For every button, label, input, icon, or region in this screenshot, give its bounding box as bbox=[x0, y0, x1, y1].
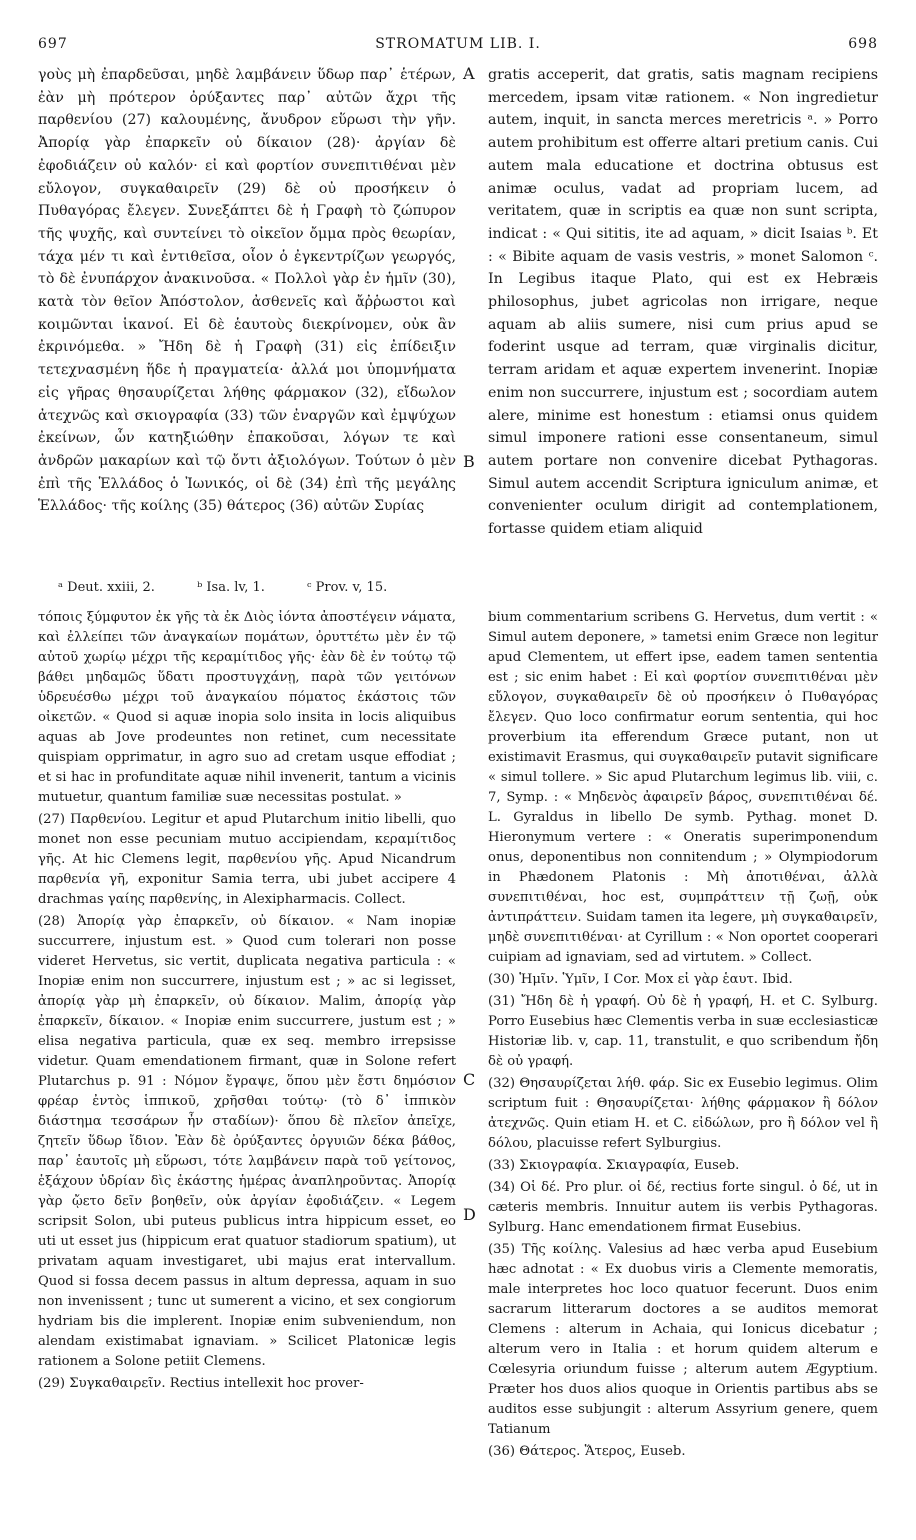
section-marker-a: A bbox=[463, 64, 475, 83]
note-paragraph: (35) Τῆς κοίλης. Valesius ad hæc verba apud Eusebium hæc adnotat : « Ex duobus viris a Clemente memoratis, male interpretes hoc loco quatuor fecerunt. Duos enim sacrarum litterarum doctores a se auditos memorat Clemens : alterum in Achaia, qui Ionicus dicebatur ; alterum vero in Italia : et horum quidem alterum e Cœlesyria oriundum fuisse ; alterum autem Ægyptium. Præter hos duos alios quoque in Orientis partibus abs se auditos esse subjungit : alterum Assyrium genere, quem Tatianum bbox=[488, 1242, 878, 1437]
note-paragraph: (31) Ἤδη δὲ ἡ γραφή. Οὐ δὲ ἡ γραφή, H. et C. Sylburg. Porro Eusebius hæc Clementis verba in suæ ecclesiasticæ Historiæ lib. v, cap. 11, transtulit, e quo scribendum ἤδη δὲ οὐ γραφή. bbox=[488, 994, 878, 1069]
page-number-left: 697 bbox=[38, 36, 68, 52]
section-marker-c: C bbox=[463, 1070, 476, 1089]
notes-left-column bbox=[38, 608, 456, 1533]
note-paragraph: τόποις ξύμφυτον ἐκ γῆς τὰ ἐκ Διὸς ἰόντα ἀποστέγειν νάματα, καὶ ἐλλείπει τῶν ἀναγκαίων πομάτων, ὀρυττέτω μὲν ἐν τῷ αὐτοῦ χωρίῳ μέχρι τῆς κεραμίτιδος γῆς· ἐὰν δὲ ἐν τούτῳ τῷ βάθει μηδαμῶς ὕδατι προστυγχάνῃ, παρὰ τῶν γειτόνων ὑδρευέσθω μέχρι τοῦ ἀναγκαίου πόματος ἑκάστοις τῶν οἰκετῶν. « Quod si aquæ inopia solo insita in locis aliquibus aquas ab Jove prodeuntes non retinet, cum necessitate quispiam opprimatur, in agro suo ad cretam usque effodiat ; et si hac in profunditate aquæ nihil invenerit, tantum a vicinis mutuetur, quantum familiæ suæ necessitas postulat. » bbox=[38, 610, 456, 805]
note-paragraph: (27) Παρθενίου. Legitur et apud Plutarchum initio libelli, quo monet non esse pecuniam mutuo accipiendam, κεραμίτιδος γῆς. At hic Clemens legit, παρθενίου γῆς. Apud Nicandrum παρθενία γῆ, exponitur Samia terra, ubi jubet accipere 4 drachmas γαίης παρθενίης, in Alexipharmacis. Collect. bbox=[38, 812, 456, 907]
note-paragraph: (32) Θησαυρίζεται λήθ. φάρ. Sic ex Eusebio legimus. Olim scriptum fuit : Θησαυρίζεται· λήθης φάρμακον ἢ δόλον ἀτεχνῶς. Quin etiam H. et C. εἰδώλων, pro ἢ δόλον vel ἢ δόλου, placuisse refert Sylburgius. bbox=[488, 1076, 878, 1151]
scripture-footnotes bbox=[58, 580, 878, 595]
note-paragraph: (29) Συγκαθαιρεῖν. Rectius intellexit hoc prover- bbox=[38, 1376, 364, 1391]
section-marker-b: B bbox=[463, 452, 475, 471]
greek-text-column: γοὺς μὴ ἐπαρδεῦσαι, μηδὲ λαμβάνειν ὕδωρ παρ᾽ ἑτέρων, ἐὰν μὴ πρότερον ὀρύξαντες παρ᾽ αὐτῶν ἄχρι τῆς παρθενίου (27) καλουμένης, ἄνυδρον εὕρωσι τὴν γῆν. Ἀπορίᾳ γὰρ ἐπαρκεῖν οὐ δίκαιον (28)· ἀργίαν δὲ ἐφοδιάζειν οὐ καλόν· εἰ καὶ φορτίον συνεπιτιθέναι μὲν εὔλογον, συγκαθαιρεῖν (29) δὲ οὐ προσήκειν ὁ Πυθαγόρας ἔλεγεν. Συνεξάπτει δὲ ἡ Γραφὴ τὸ ζώπυρον τῆς ψυχῆς, καὶ συντείνει τὸ οἰκεῖον ὄμμα πρὸς θεωρίαν, τάχα μέν τι καὶ ἐντιθεῖσα, οἷον ὁ ἐγκεντρίζων γεωργός, τὸ δὲ ἐνυπάρχον ἀνακινοῦσα. « Πολλοὶ γὰρ ἐν ἡμῖν (30), κατὰ τὸν θεῖον Ἀπόστολον, ἀσθενεῖς καὶ ἄῤῥωστοι καὶ κοιμῶνται ἱκανοί. Εἰ δὲ ἑαυτοὺς διεκρίνομεν, οὐκ ἂν ἐκρινόμεθα. » Ἤδη δὲ ἡ Γραφὴ (31) εἰς ἐπίδειξιν τετεχνασμένη ἥδε ἡ πραγματεία· ἀλλά μοι ὑπομνήματα εἰς γῆρας θησαυρίζεται λήθης φάρμακον (32), εἴδωλον ἀτεχνῶς καὶ σκιογραφία (33) τῶν ἐναργῶν καὶ ἐμψύχων ἐκείνων, ὧν κατηξιώθην ἐπακοῦσαι, λόγων τε καὶ ἀνδρῶν μακαρίων καὶ τῷ ὄντι ἀξιολόγων. Τούτων ὁ μὲν ἐπὶ τῆς Ἑλλάδος ὁ Ἰωνικός, οἱ δὲ (34) ἐπὶ τῆς μεγάλης Ἑλλάδος· τῆς κοίλης (35) θάτερος (36) αὐτῶν Συρίας bbox=[38, 67, 456, 515]
running-header bbox=[38, 36, 878, 58]
page-title: STROMATUM LIB. I. bbox=[375, 36, 541, 52]
footnote: ᶜ Prov. v, 15. bbox=[307, 580, 388, 595]
note-paragraph: (33) Σκιογραφία. Σκιαγραφία, Euseb. bbox=[488, 1158, 740, 1173]
note-paragraph: (28) Ἀπορίᾳ γὰρ ἐπαρκεῖν, οὐ δίκαιον. « Nam inopiæ succurrere, injustum est. » Quod cum tolerari non posse videret Hervetus, sic vertit, duplicata negativa particula : « Inopiæ enim non succurrere, injustum est ; » ac si legisset, ἀπορίᾳ γὰρ μὴ ἐπαρκεῖν, οὐ δίκαιον. Malim, ἀπορίᾳ γὰρ ἐπαρκεῖν, δίκαιον. « Inopiæ enim succurrere, justum est ; » elisa negativa particula, quæ ex seq. membro irrepsisse videtur. Quam emendationem firmant, quæ in Solone refert Plutarchus p. 91 : Νόμον ἔγραψε, ὅπου μὲν ἔστι δημόσιον φρέαρ ἐντὸς ἱππικοῦ, χρῆσθαι τούτῳ· (τὸ δ᾽ ἱππικὸν διάστημα τεσσάρων ἦν σταδίων)· ὅπου δὲ πλεῖον ἀπεῖχε, ζητεῖν ὕδωρ ἴδιον. Ἐὰν δὲ ὀρύξαντες ὀργυιῶν δέκα βάθος, παρ᾽ ἑαυτοῖς μὴ εὕρωσι, τότε λαμβάνειν παρὰ τοῦ γείτονος, ἑξάχουν ὑδρίαν δὶς ἑκάστης ἡμέρας ἀναπληροῦντας. Ἀπορίᾳ γὰρ ᾤετο δεῖν βοηθεῖν, οὐκ ἀργίαν ἐφοδιάζειν. « Legem scripsit Solon, ubi puteus publicus intra hippicum esset, eo uti ut esset jus (hippicum erat quatuor stadiorum spatium), ut privatam aquam investigaret, ubi majus erat intervallum. Quod si fossa decem passus in altum depressa, aquam in suo non invenissent ; tunc ut sumerent a vicino, et sex congiorum hydriam bis die implerent. Inopiæ enim subveniendum, non alendam existimabat ignaviam. » Scilicet Platonicæ legis rationem a Solone petiit Clemens. bbox=[38, 914, 456, 1369]
page-number-right: 698 bbox=[848, 36, 878, 52]
notes-right-column bbox=[488, 608, 878, 1533]
note-paragraph: bium commentarium scribens G. Hervetus, dum vertit : « Simul autem deponere, » tametsi enim Græce non legitur apud Clementem, ut effert ipse, eadem tamen sententia est ; sic enim habet : Εἰ καὶ φορτίον συνεπιτιθέναι μὲν εὔλογον, συγκαθαιρεῖν δὲ οὐ προσήκειν ὁ Πυθαγόρας ἔλεγεν. Quo loco confirmatur eorum sententia, qui hoc proverbium ita efferendum Græce putant, non ut existimavit Erasmus, qui συγκαθαιρεῖν putavit significare « simul tollere. » Sic apud Plutarchum legimus lib. viii, c. 7, Symp. : « Μηδενὸς ἀφαιρεῖν βάρος, συνεπιτιθέναι δέ. L. Gyraldus in libello De symb. Pythag. monet D. Hieronymum vertere : « Oneratis superimponendum onus, deponentibus non connitendum ; » Olympiodorum in Phædonem Platonis : Μὴ ἀποτιθέναι, ἀλλὰ συνεπιτιθέναι, hoc est, συμπράττειν τῇ ζωῇ, οὐκ ἀντιπράττειν. Suidam tamen ita legere, μὴ συγκαθαιρεῖν, μηδὲ συνεπιτιθέναι· at Cyrillum : « Non oportet cooperari cuipiam ad ignaviam, sed ad virtutem. » Collect. bbox=[488, 610, 878, 965]
note-paragraph: (36) Θάτερος. Ἅτερος, Euseb. bbox=[488, 1444, 686, 1459]
footnote: ᵇ Isa. lv, 1. bbox=[197, 580, 265, 595]
note-paragraph: (34) Οἱ δέ. Pro plur. οἱ δέ, rectius forte singul. ὁ δέ, ut in cæteris membris. Innuitur autem iis verbis Pythagoras. Sylburg. Hanc emendationem firmat Eusebius. bbox=[488, 1180, 878, 1235]
footnote: ᵃ Deut. xxiii, 2. bbox=[58, 580, 155, 595]
latin-text-column: gratis acceperit, dat gratis, satis magnam recipiens mercedem, ipsam vitæ rationem. « Non ingredietur autem, inquit, in sancta merces meretricis ᵃ. » Porro autem prohibitum est offerre altari pretium canis. Cui autem mala educatione et doctrina obtusus est animæ oculus, vadat ad propriam lucem, ad veritatem, quæ in scriptis ea quæ non sunt scripta, indicat : « Qui sititis, ite ad aquam, » dicit Isaias ᵇ. Et : « Bibite aquam de vasis vestris, » monet Salomon ᶜ. In Legibus itaque Plato, qui est ex Hebræis philosophus, jubet agricolas non irrigare, neque aquam ab aliis sumere, nisi cum prius apud se foderint usque ad terram, quæ virginalis dicitur, terram aridam et aquæ expertem invenerint. Inopiæ enim non succurrere, injustum est ; socordiam autem alere, minime est honestum : etiamsi onus quidem simul imponere rationi esse consentaneum, simul autem portare non convenire dicebat Pythagoras. Simul autem accendit Scriptura igniculum animæ, et convenienter oculum dirigit ad contemplationem, fortasse quidem etiam aliquid bbox=[488, 67, 878, 538]
section-marker-d: D bbox=[463, 1205, 476, 1224]
note-paragraph: (30) Ἡμῖν. Ὑμῖν, I Cor. Mox εἰ γὰρ ἑαυτ. Ibid. bbox=[488, 972, 793, 987]
